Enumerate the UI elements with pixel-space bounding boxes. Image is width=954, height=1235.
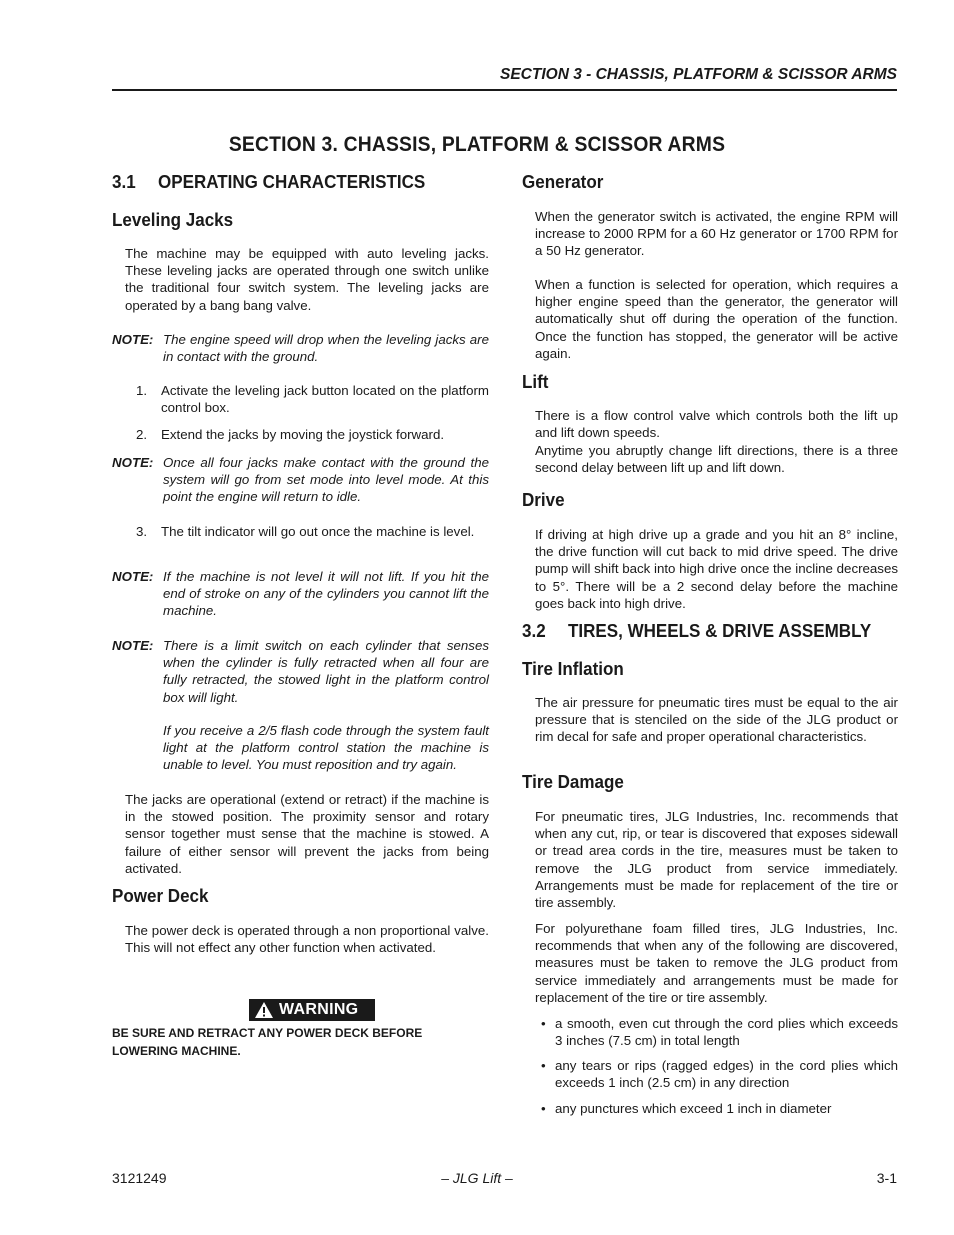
lift-heading: Lift — [522, 371, 549, 392]
section-number: 3.2 — [522, 620, 546, 641]
drive-p1: If driving at high drive up a grade and you hit an 8° incline, the drive function will cut back to mid drive speed. The drive pump will shift back into high drive once the incline decreases to 5°. There will be a 2 second delay before the machine goes back into high drive. — [535, 527, 898, 611]
step-number: 1. — [136, 383, 148, 398]
warning-label: WARNING — [279, 1001, 359, 1018]
bullet-marker: • — [541, 1058, 546, 1073]
note-text: If the machine is not level it will not lift. If you hit the end of stroke on any of the cylinders you cannot lift the machine. — [163, 569, 489, 619]
step-number: 3. — [136, 524, 148, 539]
warning-triangle-icon — [254, 1001, 274, 1024]
lift-p2: Anytime you abruptly change lift directions, there is a three second delay between lift up and lift down. — [535, 443, 898, 476]
step-text: Activate the leveling jack button located on the platform control box. — [161, 383, 489, 416]
footer-center: – JLG Lift – — [441, 1170, 513, 1186]
warning-banner — [249, 999, 375, 1021]
note-text: If you receive a 2/5 flash code through the system fault light at the platform control station the machine is unable to level. You must reposition and try again. — [163, 723, 489, 773]
bullet-marker: • — [541, 1101, 546, 1116]
step-text: Extend the jacks by moving the joystick forward. — [161, 427, 445, 442]
generator-heading: Generator — [522, 171, 604, 192]
step-text: The tilt indicator will go out once the machine is level. — [161, 524, 475, 539]
power-deck-heading: Power Deck — [112, 885, 209, 906]
drive-heading: Drive — [522, 489, 565, 510]
section-heading-text: TIRES, WHEELS & DRIVE ASSEMBLY — [568, 620, 872, 641]
note-label: NOTE: — [112, 455, 154, 470]
note-label: NOTE: — [112, 569, 154, 584]
leveling-para-2: The jacks are operational (extend or retract) if the machine is in the stowed position. The proximity sensor and rotary sensor together must sense that the machine is stowed. A failure of either sensor will prevent the jacks from being activated. — [125, 792, 489, 876]
note-text: The engine speed will drop when the leveling jacks are in contact with the ground. — [163, 332, 489, 365]
bullet-text: any tears or rips (ragged edges) in the cord plies which exceeds 1 inch (2.5 cm) in any direction — [555, 1058, 898, 1091]
tire-inflation-p1: The air pressure for pneumatic tires must be equal to the air pressure that is stenciled on the side of the JLG product or rim decal for safe and proper operational characteristics. — [535, 695, 898, 745]
power-deck-text: The power deck is operated through a non proportional valve. This will not effect any other function when activated. — [125, 923, 489, 956]
generator-p1: When the generator switch is activated, the engine RPM will increase to 2000 RPM for a 60 Hz generator or 1700 RPM for a 50 Hz generator. — [535, 209, 898, 259]
section-title: SECTION 3. CHASSIS, PLATFORM & SCISSOR ARMS — [228, 133, 726, 156]
note-label: NOTE: — [112, 332, 154, 347]
lift-p1: There is a flow control valve which controls both the lift up and lift down speeds. — [535, 408, 898, 441]
tire-damage-heading: Tire Damage — [522, 771, 624, 792]
section-3-1-heading — [112, 173, 425, 190]
section-number: 3.1 — [112, 171, 136, 192]
tire-inflation-heading: Tire Inflation — [522, 658, 624, 679]
note-label: NOTE: — [112, 638, 154, 653]
note-text: There is a limit switch on each cylinder that senses when the cylinder is fully retracted when all four are fully retracted, the stowed light in the platform control box will light. — [163, 638, 489, 705]
tire-damage-p2: For polyurethane foam filled tires, JLG Industries, Inc. recommends that when any of the following are discovered, measures must be taken to remove the JLG product from service immediately and arrangements must be made for replacement of the tire or tire assembly. — [535, 921, 898, 1005]
bullet-text: a smooth, even cut through the cord plies which exceeds 3 inches (7.5 cm) in total length — [555, 1016, 898, 1049]
warning-text: BE SURE AND RETRACT ANY POWER DECK BEFORE LOWERING MACHINE. — [112, 1026, 423, 1058]
leveling-intro: The machine may be equipped with auto leveling jacks. These leveling jacks are operated through one switch unlike the traditional four switch system. The leveling jacks are operated by a bang bang valve. — [125, 246, 489, 313]
bullet-marker: • — [541, 1016, 546, 1031]
section-3-2-heading — [522, 622, 871, 639]
bullet-text: any punctures which exceed 1 inch in diameter — [555, 1101, 832, 1116]
section-heading-text: OPERATING CHARACTERISTICS — [158, 171, 426, 192]
leveling-jacks-heading: Leveling Jacks — [112, 209, 234, 230]
step-number: 2. — [136, 427, 148, 442]
tire-damage-p1: For pneumatic tires, JLG Industries, Inc. recommends that when any cut, rip, or tear is discovered that exposes sidewall or tread area cords in the tire, measures must be taken to remove the JLG product from service immediately. Arrangements must be made for replacement of the tire or tire assembly. — [535, 809, 898, 911]
generator-p2: When a function is selected for operation, which requires a higher engine speed than the generator, the generator will automatically shut off during the operation of the function. Once the function has stopped, the generator will be active again. — [535, 277, 898, 361]
note-text: Once all four jacks make contact with the ground the system will go from set mode into level mode. At this point the engine will return to idle. — [163, 455, 489, 505]
footer-doc-number: 3121249 — [112, 1170, 167, 1186]
footer-page-number: 3-1 — [876, 1170, 897, 1186]
right-column — [522, 0, 898, 1235]
running-head: SECTION 3 - CHASSIS, PLATFORM & SCISSOR ARMS — [500, 66, 897, 83]
